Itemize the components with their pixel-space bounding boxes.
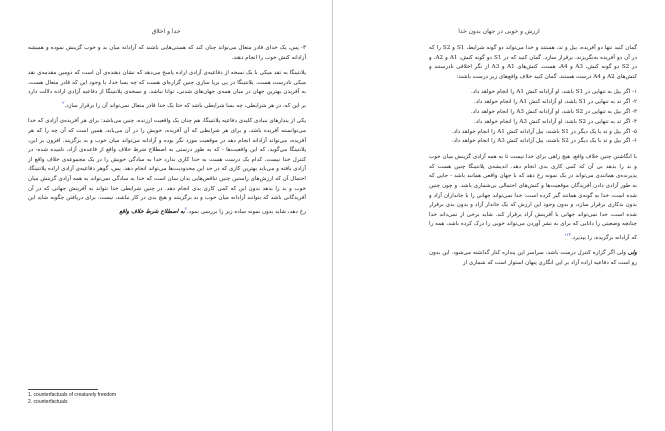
list-item: ۲- اگر تد به تنهایی در S1 باشد، او آزادانه کنش A1 را انجام خواهد داد. <box>474 99 637 106</box>
footnote-ref[interactable]: ۳ <box>184 205 188 211</box>
footnote-ref[interactable]: ۳ <box>568 231 571 237</box>
right-paragraph-1 <box>429 153 637 243</box>
footnote-1: 1. counterfactuals of creaturely freedom <box>28 392 117 399</box>
left-paragraph-2-text: پلانتینگا به نقد میکی با یک نسخه از دفاعیه‌ی آزادی اراده پاسخ می‌دهد که نشان دهنده‌ی آن است که دومین مقدمه‌ی نقد میکی نادرست هست. پلانتینگا در پی برپا سازی چنین گزاره‌ای هست که چه بسا خدا، با وجود این که قادر متعال هست، به آفریدن بهترین جهان در میان همه‌ی جهان‌های شدنی، توانا نباشد. و نسخه‌ی پلانتینگا از دفاعیه آزادی اراده دلالت دارد بر این که، در هر شرایطی، چه بسا شرایطی باشد که حتا یک خدا قادر متعال نمی‌تواند آن را برقرار سازد. <box>28 70 306 109</box>
right-paragraph-2-text: ولی اگر گزاره کنترل درست باشد، سراسر این پنداره کنار گذاشته می‌شود. این بدون رو است که دفاعیه اراده آزاد بر این انگاری پنهان استوار است که شماری از <box>429 250 637 266</box>
right-page <box>333 0 665 431</box>
lead-word: ولی <box>627 250 637 257</box>
right-paragraph-1-text: با انگاشتن چنین خلاف واقع، هیچ راهی برای خدا نیست تا به همه آزادی گزینش میان خوب و بد را بدهد بی آن که کمی کاری بدی انجام دهد. اندیشه‌ی پلانتینگا چنین هست که پذیرنده‌ی همانندی می‌تواند در یک نمونه رخ دهد که با جهان واقعی همانند باشد - جایی که به طور آزادی دادن آفریدگان موقعیت‌ها و کنش‌های احتمالی بی‌شماری باشد. و چون چنین شده است، خدا به گونه‌ی همانند گیر کرده است: خدا نمی‌تواند جهانی را با جانداران آزاد و بدون بدکاری برقرار سازد، و بدون وجود این ارزش که یک جاندار آزاد و بدون بدی برقرار شده است، خدا نمی‌تواند جهانی با آفرینش آزاد برقرار کند. شاید برخی از نمی‌داند خدا چنانچه وضعیتی را دانایی که برای به نشر آوردن می‌تواند خوبی را درک کرده باشد، همه را که آزادانه برگزیده، را بپذیرد. <box>429 154 637 241</box>
footnote-2: 2. counterfactuals <box>28 398 68 405</box>
right-paragraph-2 <box>429 249 637 268</box>
right-running-head: ارزش و خوبی در جهان بدون خدا <box>458 28 540 35</box>
right-body-text <box>429 44 637 391</box>
left-paragraph-1: ۳- پس، یک خدای قادر متعال می‌تواند چنان کند که هستی‌هایی باشند که آزادانه میان بد و خوب گزینش نموده و همیشه آزادانه کنش خوب را انجام دهند. <box>28 45 306 61</box>
right-intro: گمان کنید تنها دو آفریده، بیل و تد، هستند و خدا می‌تواند دو گونه شرایط، S1 و S2 را که در آن دو آفریده به‌نگریزند، برقرار سازد. گمان کنید که در S1 دو گونه کنش، A1 و A2، و در S2 دو گونه کنش، A3 و A4، هست. کنش‌های A1 و A3 از نگر اخلاقی نادرستند و کنش‌های A2 و A4 درست هستند. گمان کنید خلاف واقع‌های زیر درست باشند: <box>429 45 637 80</box>
left-running-head: خدا و اخلاق <box>151 28 181 35</box>
footnote-ref[interactable]: ۲ <box>566 231 569 237</box>
term-counterfactual: به اصطلاح شرط خلاف واقع <box>119 208 185 215</box>
list-item: ۶- اگر بیل و تد با یک دیگر در S2 باشند، بیل آزادانه کنش A3 را انجام خواهد داد. <box>451 138 637 145</box>
left-body-text <box>28 44 306 391</box>
footnotes <box>28 389 168 405</box>
left-paragraph-3-text: یکی از پندارهای بنیادی کلیدی دفاعیه پلانتینگا، هم چنان یک واقعیت ارزنده، چنین می‌باشد: برای هر آفریده‌ی آزادی که خدا می‌توانسته آفریده باشد، و برای هر شرایطی که آن آفریده، خویش را در آن می‌یابد، همین است که آن چه را که هر آفریده، می‌تواند آزادانه انجام دهد در موقعیت مورد نگر بوده و آزادانه می‌تواند میان خوب و بد برگزیند. افزون بر این، پلانتینگا می‌گوید، که این واقعیت‌ها - که به طور درستی به اصطلاح شرط خلاف واقع از قاعده‌ی آزاد، نامیده شده- در کنترل خدا نیست. کدام یک درست هست به خدا کاری ندارد خدا به سادگی خویش را در یک مجموعه‌ی خلاف واقع از آزادی یافته و می‌باید بهترین کاری که در حد این محدودیت‌ها می‌تواند انجام دهد. پس، گوهر دفاعیه‌ی آزادی اراده پلانتینگا، احتمال آن که ارزش‌های راستین چنین تناقض‌هایی بدان سان است که خدا به سادگی نمی‌تواند به همه آزادی گزینش میان خوب و بد را بدهد بدون این که کمی کاری بدی انجام دهد. در چنین شرایطی خدا نتواند به آفرینش جهانی که در آن آفریدگانی باشد که بتوانند آزادانه میان خوب و بد برگزینند و هیچ بدی در کار نباشد، نیست. برای دریافتن چگونه شاید این رخ دهد، شاید بدون نمونه ساده زیر را بررسی نمود. <box>28 118 306 215</box>
counterfactual-list <box>429 88 637 147</box>
footnote-ref[interactable]: ۲ <box>62 99 65 105</box>
footnote-rule <box>28 389 98 390</box>
list-item: ۵- اگر بیل و تد با یک دیگر در S1 باشند، بیل آزادانه کنش A1 را انجام خواهد داد. <box>451 128 637 135</box>
list-item: ۴- اگر تد به تنهایی در S2 باشد، او آزادانه کنش A3 را انجام خواهد داد. <box>474 118 637 125</box>
left-paragraph-2 <box>28 69 306 111</box>
footnote-ref[interactable]: ۱ <box>564 231 567 237</box>
list-item: ۱- اگر بیل به تنهایی در S1 باشد، او آزادانه کنش A1 را انجام خواهد داد. <box>471 89 637 96</box>
list-item: ۳- اگر بیل به تنهایی در S2 باشد، او آزادانه کنش A3 را انجام خواهد داد. <box>471 108 637 115</box>
left-page <box>0 0 332 431</box>
left-paragraph-3 <box>28 117 306 217</box>
